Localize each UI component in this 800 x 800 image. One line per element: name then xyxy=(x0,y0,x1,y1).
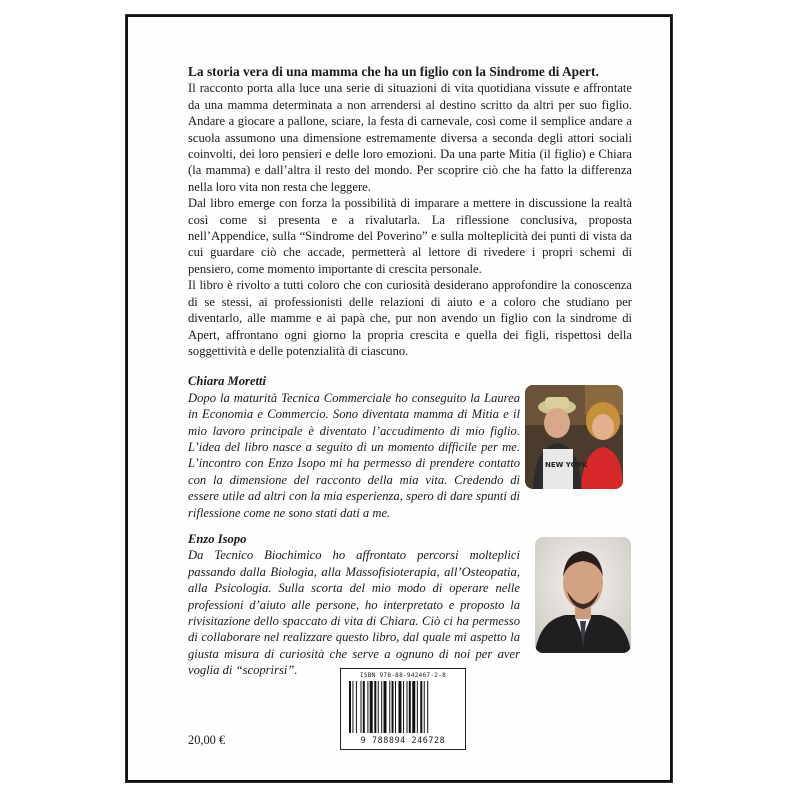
barcode-bar xyxy=(374,681,376,733)
barcode-bar xyxy=(424,681,425,733)
barcode-bar xyxy=(378,681,379,733)
isbn-digits: 9 788894 246728 xyxy=(360,735,446,745)
synopsis-paragraph-1: Il racconto porta alla luce una serie di situazioni di vita quotidiana vissute e affrontate da una mamma determinata a non arrendersi al destino scritto da altri per suo figlio. Andare a giocare a pallone, sciare, la festa di carnevale, così come il semplice andare a scuola assumono una dimensione estremamente diversa a seconda degli attori sociali coinvolti, dei loro pensieri e delle loro emozioni. Da una parte Mitia (il figlio) e Chiara (la mamma) e dall’altra il resto del mondo. Per scoprire ciò che ha fatto la differenza nella loro vita non resta che leggere. xyxy=(188,81,632,194)
barcode-bar xyxy=(403,681,404,733)
barcode-bar xyxy=(356,681,357,733)
barcode-bar xyxy=(409,681,411,733)
barcode-bar xyxy=(381,681,382,733)
isbn-label: ISBN 978-88-942467-2-8 xyxy=(359,672,447,679)
cover-content xyxy=(188,64,632,679)
barcode-bar xyxy=(367,681,368,733)
author-name: Chiara Moretti xyxy=(188,374,267,389)
author-bio-text: Dopo la maturità Tecnica Commerciale ho conseguito la Laurea in Economia e Commercio. Sono diventata mamma di Mitia e il mio lavoro principale è diventato l’accudimento di mio figlio. L’idea del libro nasce a seguito di un momento difficile per me. L’incontro con Enzo Isopo mi ha permesso di prendere contatto con la dimensione del racconto della mia vita. Credendo di essere utile ad altri con la mia esperienza, spero di dare spunti di riflessione come ne sono stati dati a me. xyxy=(188,390,520,520)
barcode-bar xyxy=(407,681,408,733)
shirt-print: NEW YORK xyxy=(545,461,588,470)
barcode-bar xyxy=(398,681,401,733)
barcode-bar xyxy=(389,681,390,733)
barcode-bar xyxy=(420,681,422,733)
barcode-bar xyxy=(361,681,362,733)
barcode-bar xyxy=(427,681,428,733)
author-bio-chiara xyxy=(188,373,632,521)
book-price: 20,00 € xyxy=(188,733,226,747)
barcode-bar xyxy=(349,681,351,733)
author-name: Enzo Isopo xyxy=(188,531,247,546)
barcode-bar xyxy=(412,681,415,733)
barcode-bar xyxy=(363,681,365,733)
faded-spine-text xyxy=(148,330,162,530)
barcode-bar xyxy=(392,681,394,733)
author-bio-text: Da Tecnico Biochimico ho affrontato percorsi molteplici passando dalla Biologia, alla Massofisioterapia, all’Osteopatia, alla Psicologia. Sulla scorta del mio modo di operare nelle professioni d’aiuto alle persone, ho interpretato e proposto la rivisitazione dello spaccato di vita di Chiara. Ciò ci ha permesso di collaborare nel realizzare questo libro, dal quale mi aspetto la giusta misura di curiosità che serve a ognuno di noi per aver voglia di “scoprirsi”. xyxy=(188,548,520,678)
synopsis-paragraph-2: Dal libro emerge con forza la possibilità di imparare a mettere in discussione la realtà così come si presenta e a rivalutarla. La riflessione conclusiva, proposta nell’Appendice, sulla “Sindrome del Poverino” e sulla molteplicità dei punti di vista da cui guardare ciò che accade, permetterà al lettore di rivedere i propri schemi di pensiero, come momento importante di crescita personale. xyxy=(188,196,632,276)
author-photo-enzo xyxy=(535,537,631,653)
barcode-bar xyxy=(384,681,387,733)
barcode-bars xyxy=(345,681,461,733)
barcode-bar xyxy=(417,681,418,733)
author-photo-chiara-mitia xyxy=(525,385,623,489)
barcode-bar xyxy=(352,681,353,733)
isbn-barcode xyxy=(340,668,466,750)
synopsis-paragraph-3: Il libro è rivolto a tutti coloro che con curiosità desiderano approfondire la conoscenza di se stessi, ai professionisti delle relazioni di aiuto e a coloro che studiano per diventarlo, alle mamme e ai papà che, pur non avendo un figlio con la sindrome di Apert, affrontano ogni giorno la propria crescita e quella dei figli, rispettosi della soggettività e delle potenzialità di ciascuno. xyxy=(188,278,632,358)
barcode-bar xyxy=(395,681,396,733)
barcode-bar xyxy=(370,681,373,733)
book-tagline: La storia vera di una mamma che ha un figlio con la Sindrome di Apert. xyxy=(188,64,599,79)
author-bio-enzo xyxy=(188,531,632,679)
